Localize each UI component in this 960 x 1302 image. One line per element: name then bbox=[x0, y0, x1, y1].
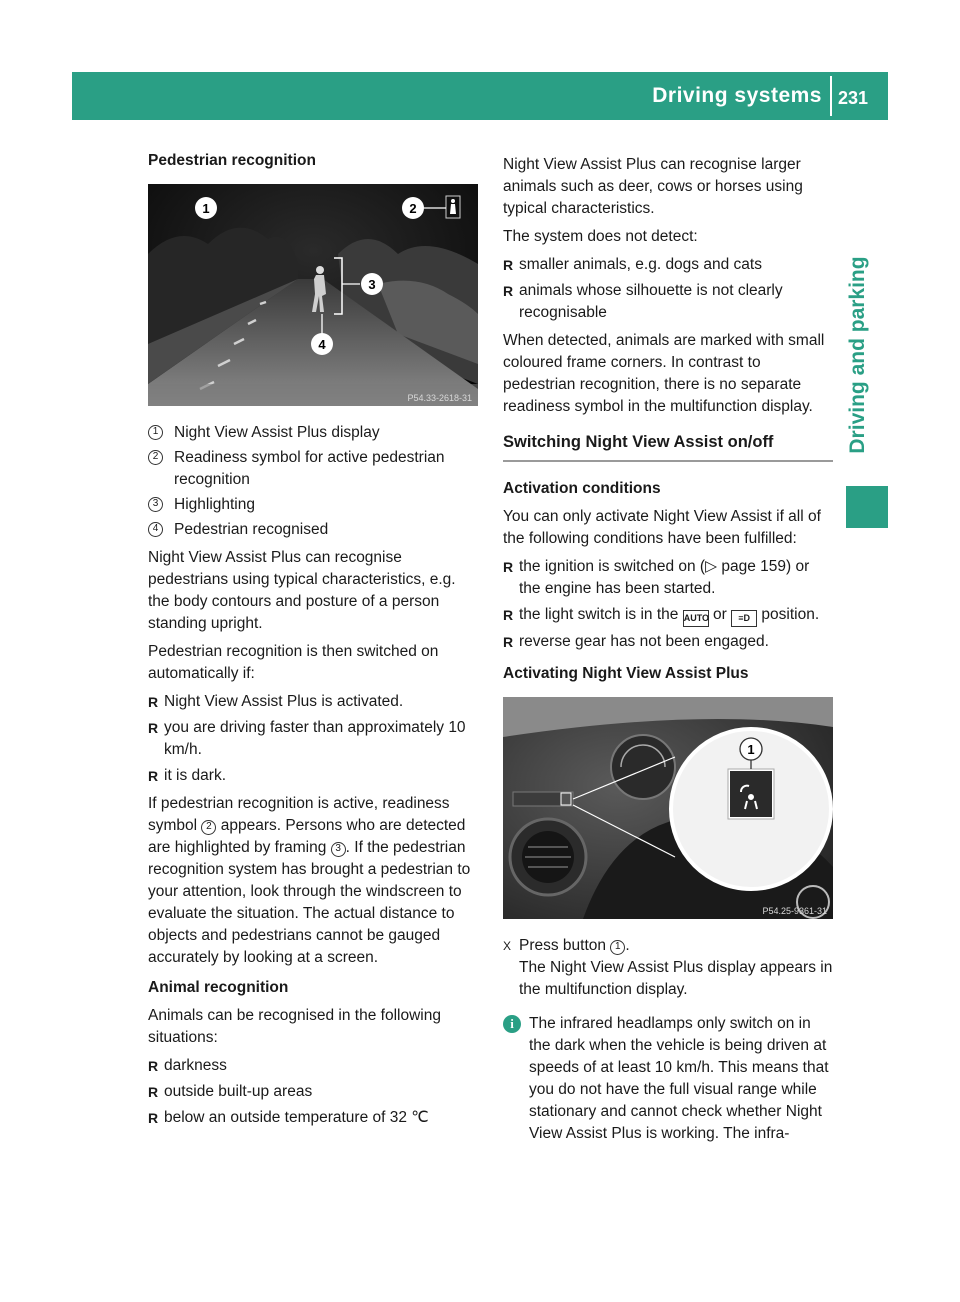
list-item-text: it is dark. bbox=[164, 767, 227, 784]
bullet-marker: R bbox=[503, 559, 514, 575]
figure-code: P54.33-2618-31 bbox=[407, 393, 472, 403]
paragraph: Night View Assist Plus can recognise pedestrians using typical characteristics, e.g. the body contours and posture of a person standing upright. bbox=[148, 549, 456, 632]
svg-text:3: 3 bbox=[368, 277, 376, 292]
svg-text:2: 2 bbox=[409, 201, 417, 216]
bullet-marker: R bbox=[148, 768, 159, 784]
legend-item bbox=[148, 422, 478, 444]
side-marker bbox=[846, 486, 888, 528]
list-item bbox=[148, 717, 478, 761]
legend-item bbox=[148, 494, 478, 516]
text: appears. Persons who are detected are highlighted by framing bbox=[148, 817, 466, 856]
list-item-text: Night View Assist Plus is activated. bbox=[164, 693, 404, 710]
bullet-marker: R bbox=[148, 1084, 159, 1100]
legend-number: 2 bbox=[148, 450, 163, 465]
cockpit-image bbox=[503, 697, 833, 919]
legend-number: 1 bbox=[148, 425, 163, 440]
info-note bbox=[503, 1013, 833, 1145]
side-section-label: Driving and parking bbox=[846, 256, 869, 454]
low-beam-symbol: ≡D bbox=[731, 610, 757, 627]
inline-callout: 3 bbox=[331, 842, 346, 857]
step-marker: X bbox=[503, 939, 512, 953]
legend-text: Readiness symbol for active pedestrian recognition bbox=[174, 449, 445, 488]
instruction-step bbox=[503, 935, 833, 1001]
inline-callout: 2 bbox=[201, 820, 216, 835]
chapter-title: Driving systems bbox=[652, 84, 822, 107]
paragraph: Night View Assist Plus can recognise larger animals such as deer, cows or horses using typical characteristics. bbox=[503, 156, 803, 217]
text: or bbox=[708, 606, 732, 623]
bullet-marker: R bbox=[148, 1110, 159, 1126]
text: the ignition is switched on ( bbox=[519, 558, 706, 575]
legend-text: Night View Assist Plus display bbox=[174, 424, 380, 441]
left-column bbox=[148, 150, 478, 1133]
bullet-marker: R bbox=[503, 634, 514, 650]
right-column bbox=[503, 154, 833, 1145]
legend-item bbox=[148, 519, 478, 541]
text: the light switch is in the bbox=[519, 606, 683, 623]
list-item bbox=[148, 1107, 478, 1129]
svg-text:4: 4 bbox=[318, 337, 326, 352]
bullet-marker: R bbox=[503, 257, 514, 273]
auto-light-symbol: AUTO bbox=[683, 610, 709, 627]
heading-animal-recognition: Animal recognition bbox=[148, 979, 289, 996]
list-item-text: smaller animals, e.g. dogs and cats bbox=[519, 256, 762, 273]
bullet-marker: R bbox=[148, 694, 159, 710]
paragraph: Pedestrian recognition is then switched on automatically if: bbox=[148, 643, 439, 682]
night-view-figure bbox=[148, 184, 478, 406]
text: ) or the engine has been started. bbox=[519, 558, 810, 597]
svg-text:1: 1 bbox=[747, 742, 755, 757]
list-item bbox=[148, 1081, 478, 1103]
bullet-marker: R bbox=[503, 607, 514, 623]
legend-item bbox=[148, 447, 478, 491]
cockpit-figure bbox=[503, 697, 833, 919]
list-item-text: you are driving faster than approximately 10 km/h. bbox=[164, 719, 466, 758]
paragraph: Animals can be recognised in the following situations: bbox=[148, 1007, 441, 1046]
info-icon: i bbox=[503, 1015, 521, 1033]
night-view-image bbox=[148, 184, 478, 406]
paragraph: You can only activate Night View Assist if all of the following conditions have been fulfilled: bbox=[503, 508, 821, 547]
paragraph-readiness bbox=[148, 793, 478, 969]
list-item bbox=[503, 556, 833, 600]
step-result-text: The Night View Assist Plus display appears in the multifunction display. bbox=[519, 959, 833, 998]
list-item bbox=[503, 254, 833, 276]
list-item-text: reverse gear has not been engaged. bbox=[519, 633, 769, 650]
page-reference-link[interactable]: ▷ page 159 bbox=[705, 558, 786, 575]
legend-number: 3 bbox=[148, 497, 163, 512]
list-item bbox=[503, 631, 833, 653]
list-item bbox=[503, 604, 833, 627]
heading-pedestrian-recognition: Pedestrian recognition bbox=[148, 152, 316, 169]
heading-activation-conditions: Activation conditions bbox=[503, 480, 661, 497]
text: If pedestrian recognition is active, readiness symbol bbox=[148, 795, 450, 834]
legend-text: Pedestrian recognised bbox=[174, 521, 329, 538]
list-item-text: outside built-up areas bbox=[164, 1083, 313, 1100]
paragraph: When detected, animals are marked with small coloured frame corners. In contrast to pedestrian recognition, there is no separate readiness symbol in the multifunction display. bbox=[503, 332, 825, 415]
legend-text: Highlighting bbox=[174, 496, 255, 513]
list-item bbox=[148, 691, 478, 713]
text: . bbox=[625, 937, 630, 954]
header-divider bbox=[830, 76, 832, 116]
list-item bbox=[148, 1055, 478, 1077]
bullet-marker: R bbox=[503, 283, 514, 299]
inline-callout: 1 bbox=[610, 940, 625, 955]
bullet-marker: R bbox=[148, 720, 159, 736]
list-item bbox=[148, 765, 478, 787]
page-number: 231 bbox=[838, 88, 869, 108]
figure-code: P54.25-9361-31 bbox=[762, 906, 827, 916]
legend-number: 4 bbox=[148, 522, 163, 537]
text: position. bbox=[757, 606, 820, 623]
bullet-marker: R bbox=[148, 1058, 159, 1074]
text: Press button bbox=[519, 937, 611, 954]
list-item-text: animals whose silhouette is not clearly recognisable bbox=[519, 282, 783, 321]
list-item bbox=[503, 280, 833, 324]
list-item-text: darkness bbox=[164, 1057, 227, 1074]
text: . If the pedestrian recognition system has brought a pedestrian to your attention, look through the windscreen to evaluate the situation. The actual distance to objects and pedestrians cannot be gauged accurately by looking at a screen. bbox=[148, 839, 471, 966]
info-text: The infrared headlamps only switch on in the dark when the vehicle is being driven at speeds of at least 10 km/h. This means that you do not have the full visual range while stationary and cannot check whether Night View Assist Plus is working. The infra- bbox=[529, 1015, 829, 1142]
paragraph: The system does not detect: bbox=[503, 228, 698, 245]
list-item-text: below an outside temperature of 32 ℃ bbox=[164, 1109, 429, 1126]
section-heading: Switching Night View Assist on/off bbox=[503, 430, 833, 462]
heading-activating: Activating Night View Assist Plus bbox=[503, 665, 749, 682]
svg-text:1: 1 bbox=[202, 201, 210, 216]
